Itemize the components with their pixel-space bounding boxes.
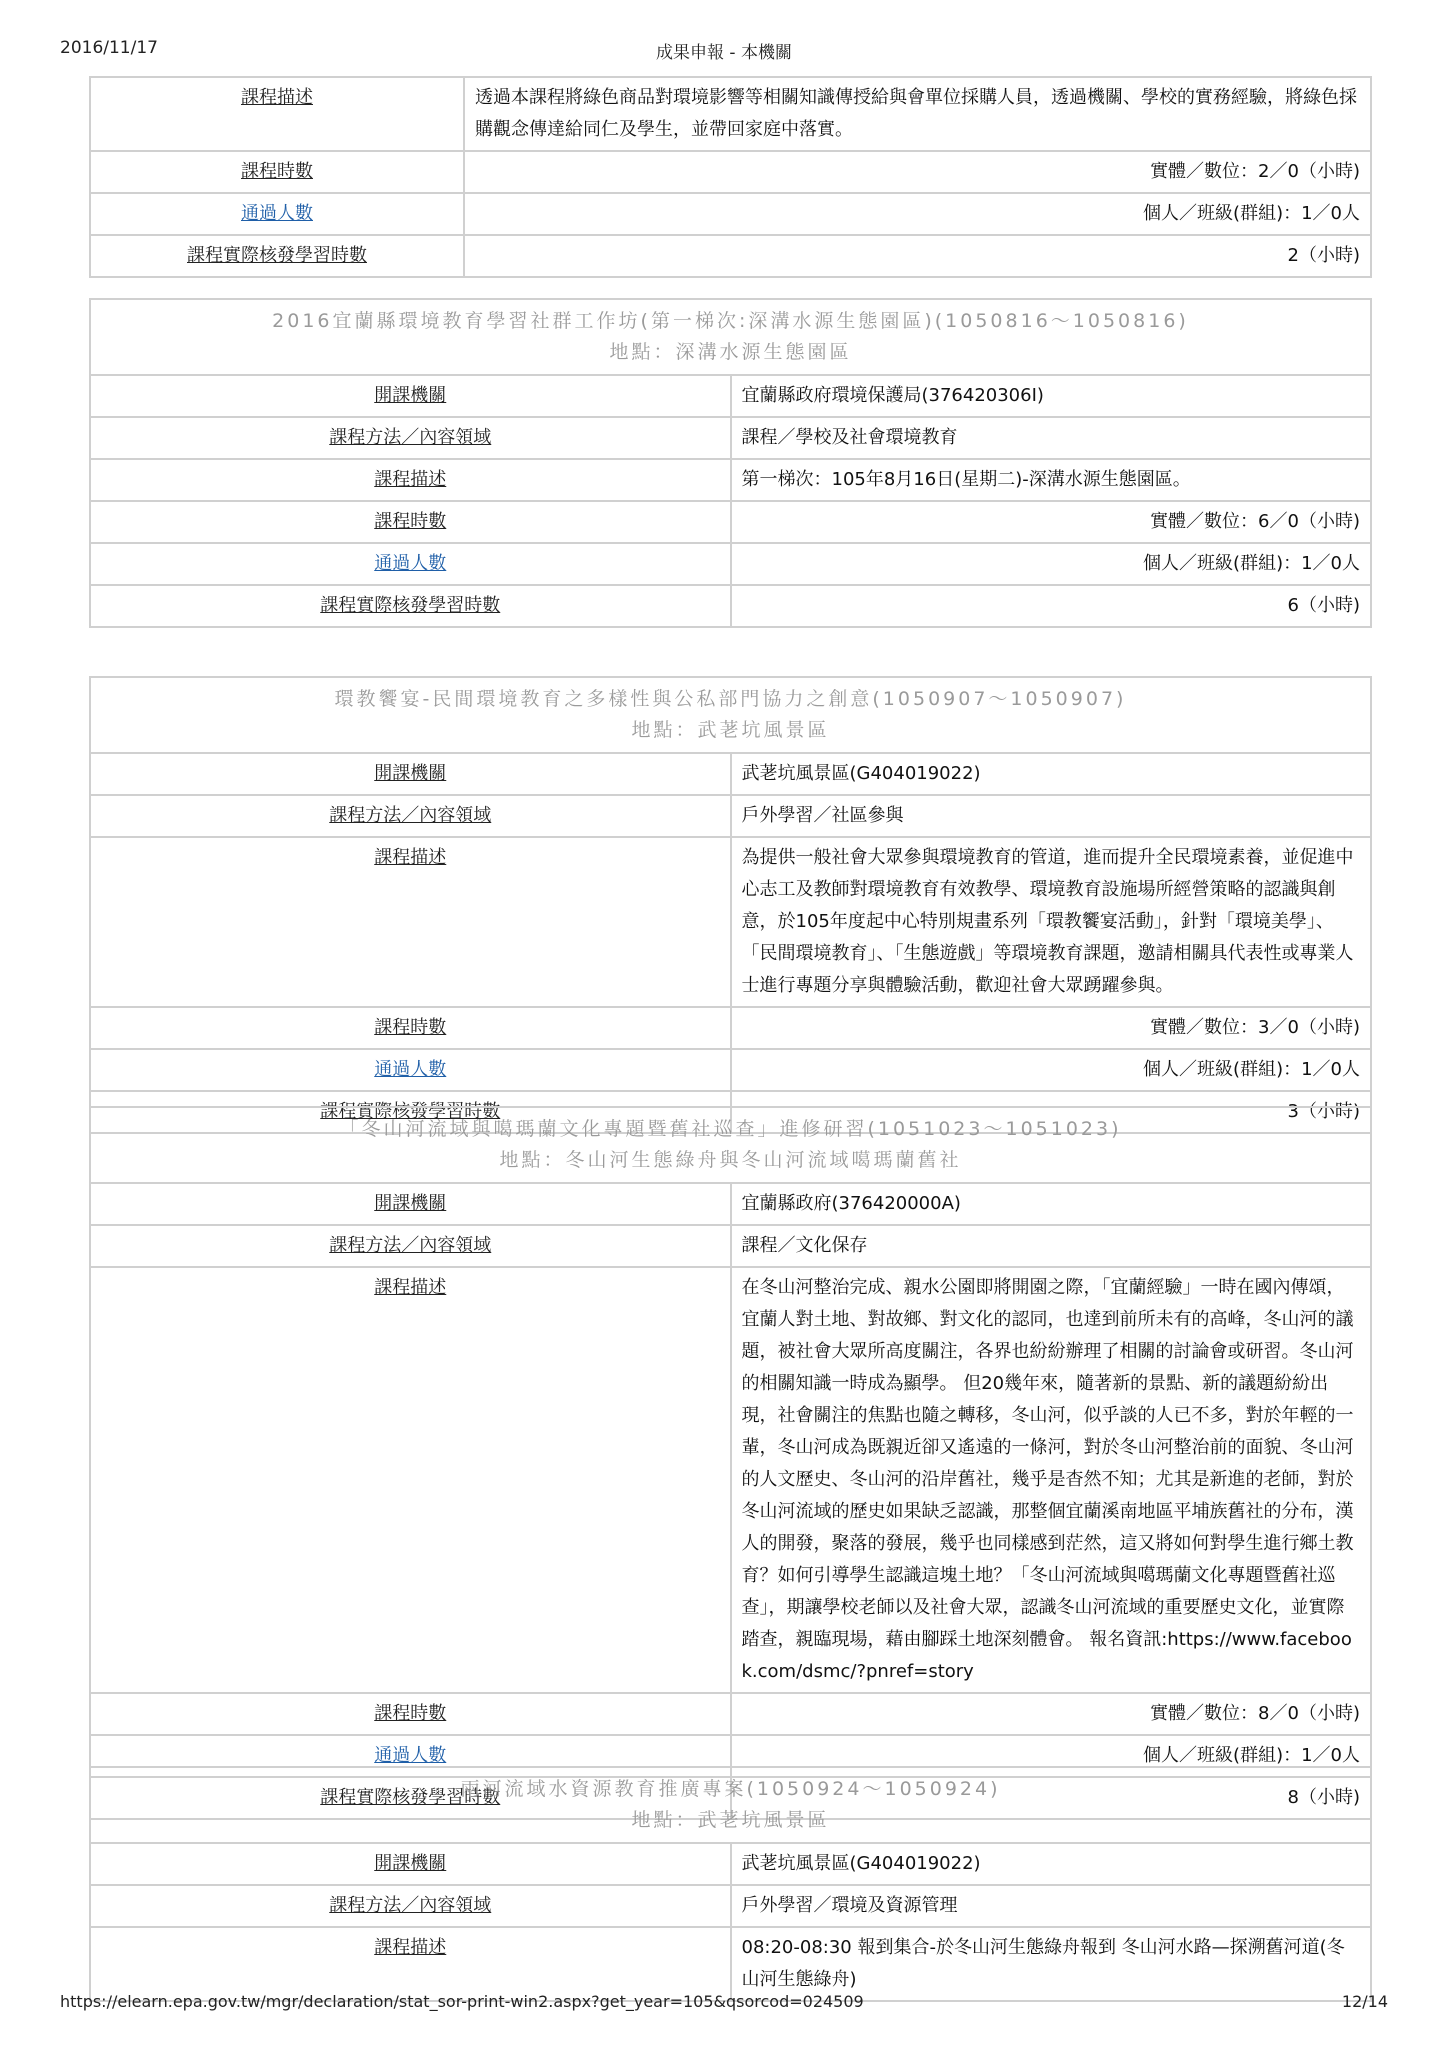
print-date: 2016/11/17 — [60, 38, 158, 58]
course-table-0 — [89, 76, 1372, 278]
hours-value: 實體／數位：6／0（小時) — [731, 501, 1372, 543]
description-value: 透過本課程將綠色商品對環境影響等相關知識傳授給與會單位採購人員，透過機關、學校的實務經驗，將綠色採購觀念傳達給同仁及學生，並帶回家庭中落實。 — [464, 77, 1371, 151]
course-table-3 — [89, 1106, 1372, 1820]
course-title: 2016宜蘭縣環境教育學習社群工作坊(第一梯次:深溝水源生態園區)(1050816～1050816) — [272, 310, 1189, 332]
description-label[interactable]: 課程描述 — [90, 459, 731, 501]
description-label[interactable]: 課程描述 — [90, 837, 731, 1007]
course-table-1 — [89, 298, 1372, 628]
method-label[interactable]: 課程方法／內容領域 — [90, 795, 731, 837]
method-label[interactable]: 課程方法／內容領域 — [90, 1885, 731, 1927]
hours-label[interactable]: 課程時數 — [90, 501, 731, 543]
hours-label[interactable]: 課程時數 — [90, 151, 464, 193]
actual-hours-value: 2（小時) — [464, 235, 1371, 277]
actual-hours-value: 8（小時) — [731, 1777, 1372, 1819]
passed-value: 個人／班級(群組)：1／0人 — [731, 543, 1372, 585]
agency-label[interactable]: 開課機關 — [90, 1843, 731, 1885]
method-label[interactable]: 課程方法／內容領域 — [90, 1225, 731, 1267]
hours-value: 實體／數位：8／0（小時) — [731, 1693, 1372, 1735]
passed-label-link[interactable]: 通過人數 — [90, 1049, 731, 1091]
course-title: 環教饗宴-民間環境教育之多樣性與公私部門協力之創意(1050907～1050907) — [334, 688, 1127, 710]
actual-hours-label[interactable]: 課程實際核發學習時數 — [90, 585, 731, 627]
description-value: 為提供一般社會大眾參與環境教育的管道，進而提升全民環境素養，並促進中心志工及教師對環境教育有效教學、環境教育設施場所經營策略的認識與創意，於105年度起中心特別規畫系列「環教饗宴活動」，針對「環境美學」、「民間環境教育」、「生態遊戲」等環境教育課題，邀請相關具代表性或專業人士進行專題分享與體驗活動，歡迎社會大眾踴躍參與。 — [731, 837, 1372, 1007]
method-value: 戶外學習／社區參與 — [731, 795, 1372, 837]
course-table-2 — [89, 676, 1372, 1134]
method-value: 課程／學校及社會環境教育 — [731, 417, 1372, 459]
actual-hours-label[interactable]: 課程實際核發學習時數 — [90, 1777, 731, 1819]
agency-label[interactable]: 開課機關 — [90, 375, 731, 417]
actual-hours-label[interactable]: 課程實際核發學習時數 — [90, 1091, 731, 1133]
agency-value: 宜蘭縣政府(376420000A) — [731, 1183, 1372, 1225]
actual-hours-label[interactable]: 課程實際核發學習時數 — [90, 235, 464, 277]
agency-value: 宜蘭縣政府環境保護局(376420306I) — [731, 375, 1372, 417]
page-header — [60, 38, 1388, 62]
agency-value: 武荖坑風景區(G404019022) — [731, 753, 1372, 795]
page-title: 成果申報 - 本機關 — [656, 43, 792, 63]
actual-hours-value: 6（小時) — [731, 585, 1372, 627]
course-location: 地點：武荖坑風景區 — [631, 1809, 830, 1831]
actual-hours-value: 3（小時) — [731, 1091, 1372, 1133]
course-location: 地點：武荖坑風景區 — [631, 719, 830, 741]
hours-value: 實體／數位：2／0（小時) — [464, 151, 1371, 193]
course-table-4 — [89, 1766, 1372, 2002]
course-location: 地點：深溝水源生態園區 — [609, 341, 852, 363]
description-value: 在冬山河整治完成、親水公園即將開園之際，「宜蘭經驗」一時在國內傳頌，宜蘭人對土地、對故鄉、對文化的認同，也達到前所未有的高峰，冬山河的議題，被社會大眾所高度關注，各界也紛紛辦理了相關的討論會或研習。冬山河的相關知識一時成為顯學。 但20幾年來，隨著新的景點、新的議題紛紛出現，社會關注的焦點也隨之轉移，冬山河，似乎談的人已不多，對於年輕的一輩，冬山河成為既親近卻又遙遠的一條河，對於冬山河整治前的面貌、冬山河的人文歷史、冬山河的沿岸舊社，幾乎是杳然不知；尤其是新進的老師，對於冬山河流域的歷史如果缺乏認識，那整個宜蘭溪南地區平埔族舊社的分布，漢人的開發，聚落的發展，幾乎也同樣感到茫然，這又將如何對學生進行鄉土教育？如何引導學生認識這塊土地？「冬山河流域與噶瑪蘭文化專題暨舊社巡查」，期讓學校老師以及社會大眾，認識冬山河流域的重要歷史文化，並實際踏查，親臨現場，藉由腳踩土地深刻體會。 報名資訊:https://www.facebook.com/dsmc/?pnref=story — [731, 1267, 1372, 1693]
page-number: 12/14 — [1341, 1992, 1388, 2011]
course-title: 「冬山河流域與噶瑪蘭文化專題暨舊社巡查」進修研習(1051023～1051023) — [339, 1118, 1122, 1140]
hours-label[interactable]: 課程時數 — [90, 1007, 731, 1049]
method-value: 戶外學習／環境及資源管理 — [731, 1885, 1372, 1927]
course-title: 兩河流域水資源教育推廣專案(1050924～1050924) — [460, 1778, 1001, 1800]
passed-label-link[interactable]: 通過人數 — [90, 193, 464, 235]
agency-value: 武荖坑風景區(G404019022) — [731, 1843, 1372, 1885]
description-label[interactable]: 課程描述 — [90, 1267, 731, 1693]
passed-label-link[interactable]: 通過人數 — [90, 543, 731, 585]
agency-label[interactable]: 開課機關 — [90, 1183, 731, 1225]
description-label[interactable]: 課程描述 — [90, 1927, 731, 2001]
page-footer — [60, 1992, 1388, 2016]
passed-label-link[interactable]: 通過人數 — [90, 1735, 731, 1777]
course-location: 地點：冬山河生態綠舟與冬山河流域噶瑪蘭舊社 — [499, 1149, 962, 1171]
passed-value: 個人／班級(群組)：1／0人 — [731, 1049, 1372, 1091]
hours-label[interactable]: 課程時數 — [90, 1693, 731, 1735]
course-title-cell — [90, 299, 1371, 375]
method-value: 課程／文化保存 — [731, 1225, 1372, 1267]
description-value: 第一梯次：105年8月16日(星期二)-深溝水源生態園區。 — [731, 459, 1372, 501]
page-url: https://elearn.epa.gov.tw/mgr/declaration/stat_sor-print-win2.aspx?get_year=105&qsorcod=024509 — [60, 1992, 864, 2011]
agency-label[interactable]: 開課機關 — [90, 753, 731, 795]
course-title-cell — [90, 677, 1371, 753]
passed-value: 個人／班級(群組)：1／0人 — [731, 1735, 1372, 1777]
hours-value: 實體／數位：3／0（小時) — [731, 1007, 1372, 1049]
passed-value: 個人／班級(群組)：1／0人 — [464, 193, 1371, 235]
description-value: 08:20-08:30 報到集合-於冬山河生態綠舟報到 冬山河水路—探溯舊河道(冬山河生態綠舟) — [731, 1927, 1372, 2001]
course-title-cell — [90, 1107, 1371, 1183]
method-label[interactable]: 課程方法／內容領域 — [90, 417, 731, 459]
description-label[interactable]: 課程描述 — [90, 77, 464, 151]
course-title-cell — [90, 1767, 1371, 1843]
